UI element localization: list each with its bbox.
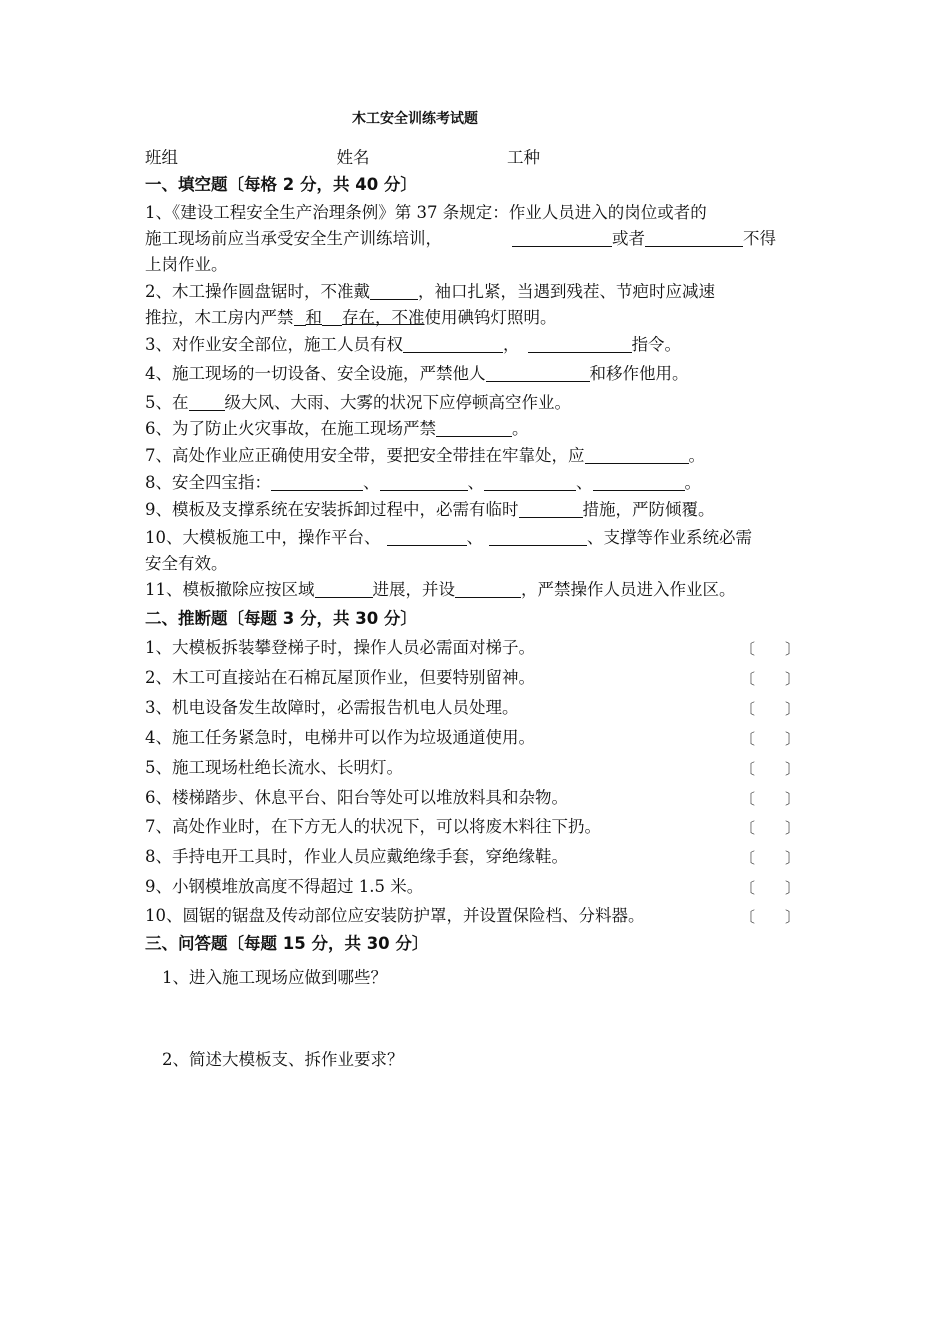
q11: 11、模板撤除应按区域 进展，并设 ，严禁操作人员进入作业区。 bbox=[145, 580, 736, 599]
answer-paren[interactable]: 〔 〕 bbox=[740, 790, 801, 808]
q3: 3、对作业安全部位，施工人员有权 ， 指令。 bbox=[145, 335, 681, 354]
blank[interactable] bbox=[484, 474, 576, 491]
q9: 9、模板及支撑系统在安装拆卸过程中，必需有临时 措施，严防倾覆。 bbox=[145, 500, 715, 519]
answer-paren[interactable]: 〔 〕 bbox=[740, 640, 801, 658]
header-row bbox=[145, 148, 540, 168]
tf-item: 8、手持电开工具时，作业人员应戴绝缘手套，穿绝缘鞋。 bbox=[145, 847, 568, 866]
team-label: 班组 bbox=[145, 148, 178, 167]
blank[interactable] bbox=[455, 581, 521, 598]
blank[interactable] bbox=[380, 474, 468, 491]
blank[interactable] bbox=[519, 501, 583, 518]
blank[interactable] bbox=[645, 230, 743, 247]
name-label: 姓名 bbox=[336, 148, 370, 167]
blank[interactable] bbox=[528, 336, 632, 353]
blank[interactable] bbox=[403, 336, 503, 353]
blank[interactable] bbox=[585, 447, 689, 464]
blank[interactable] bbox=[271, 474, 363, 491]
q2-line1: 2、木工操作圆盘锯时，不准戴 ，袖口扎紧，当遇到残茬、节疤时应减速 bbox=[145, 282, 715, 301]
answer-paren[interactable]: 〔 〕 bbox=[740, 908, 801, 926]
exam-title: 木工安全训练考试题 bbox=[352, 111, 478, 127]
tf-item: 5、施工现场杜绝长流水、长明灯。 bbox=[145, 758, 403, 777]
blank[interactable] bbox=[486, 365, 590, 382]
blank[interactable] bbox=[322, 309, 342, 326]
tf-item: 9、小钢模堆放高度不得超过 1.5 米。 bbox=[145, 877, 424, 896]
essay-q2: 2、简述大模板支、拆作业要求？ bbox=[162, 1050, 404, 1069]
blank[interactable] bbox=[387, 529, 467, 546]
answer-paren[interactable]: 〔 〕 bbox=[740, 760, 801, 778]
blank[interactable] bbox=[489, 529, 587, 546]
tf-item: 6、楼梯踏步、休息平台、阳台等处可以堆放料具和杂物。 bbox=[145, 788, 568, 807]
q1-line1: 1、《建设工程安全生产治理条例》第 37 条规定：作业人员进入的岗位或者的 bbox=[145, 203, 707, 222]
blank[interactable] bbox=[370, 283, 418, 300]
tf-item: 1、大模板拆装攀登梯子时，操作人员必需面对梯子。 bbox=[145, 638, 535, 657]
q1-line2: 施工现场前应当承受安全生产训练培训， 或者 不得 bbox=[145, 229, 776, 248]
q6: 6、为了防止火灾事故，在施工现场严禁 。 bbox=[145, 419, 529, 438]
blank[interactable] bbox=[512, 230, 612, 247]
answer-paren[interactable]: 〔 〕 bbox=[740, 730, 801, 748]
q2-line2: 推拉，木工房内严禁 和 存在，不准使用碘钨灯照明。 bbox=[145, 308, 557, 327]
section-3-heading: 三、问答题〔每题 15 分，共 30 分〕 bbox=[145, 934, 429, 953]
tf-item: 2、木工可直接站在石棉瓦屋顶作业，但要特别留神。 bbox=[145, 668, 535, 687]
blank[interactable] bbox=[294, 309, 306, 326]
blank[interactable] bbox=[315, 581, 373, 598]
q10-line2: 安全有效。 bbox=[145, 554, 228, 573]
answer-paren[interactable]: 〔 〕 bbox=[740, 819, 801, 837]
trade-label: 工种 bbox=[507, 148, 540, 167]
answer-paren[interactable]: 〔 〕 bbox=[740, 879, 801, 897]
blank[interactable] bbox=[436, 420, 512, 437]
q4: 4、施工现场的一切设备、安全设施，严禁他人 和移作他用。 bbox=[145, 364, 689, 383]
tf-item: 7、高处作业时，在下方无人的状况下，可以将废木料往下扔。 bbox=[145, 817, 601, 836]
answer-paren[interactable]: 〔 〕 bbox=[740, 670, 801, 688]
answer-paren[interactable]: 〔 〕 bbox=[740, 700, 801, 718]
tf-item: 10、圆锯的锯盘及传动部位应安装防护罩，并设置保险档、分料器。 bbox=[145, 906, 645, 925]
section-1-heading: 一、填空题〔每格 2 分，共 40 分〕 bbox=[145, 175, 417, 194]
q5: 5、在 级大风、大雨、大雾的状况下应停顿高空作业。 bbox=[145, 393, 571, 412]
section-2-heading: 二、推断题〔每题 3 分，共 30 分〕 bbox=[145, 609, 417, 628]
tf-item: 3、机电设备发生故障时，必需报告机电人员处理。 bbox=[145, 698, 519, 717]
tf-item: 4、施工任务紧急时，电梯井可以作为垃圾通道使用。 bbox=[145, 728, 535, 747]
q1-line3: 上岗作业。 bbox=[145, 255, 228, 274]
q10-line1: 10、大模板施工中，操作平台、 、 、支撑等作业系统必需 bbox=[145, 528, 752, 547]
blank[interactable] bbox=[593, 474, 685, 491]
answer-paren[interactable]: 〔 〕 bbox=[740, 849, 801, 867]
blank[interactable] bbox=[189, 394, 225, 411]
q8: 8、安全四宝指： 、 、 、 。 bbox=[145, 473, 701, 492]
q7: 7、高处作业应正确使用安全带，要把安全带挂在牢靠处，应 。 bbox=[145, 446, 705, 465]
essay-q1: 1、进入施工现场应做到哪些？ bbox=[162, 968, 387, 987]
